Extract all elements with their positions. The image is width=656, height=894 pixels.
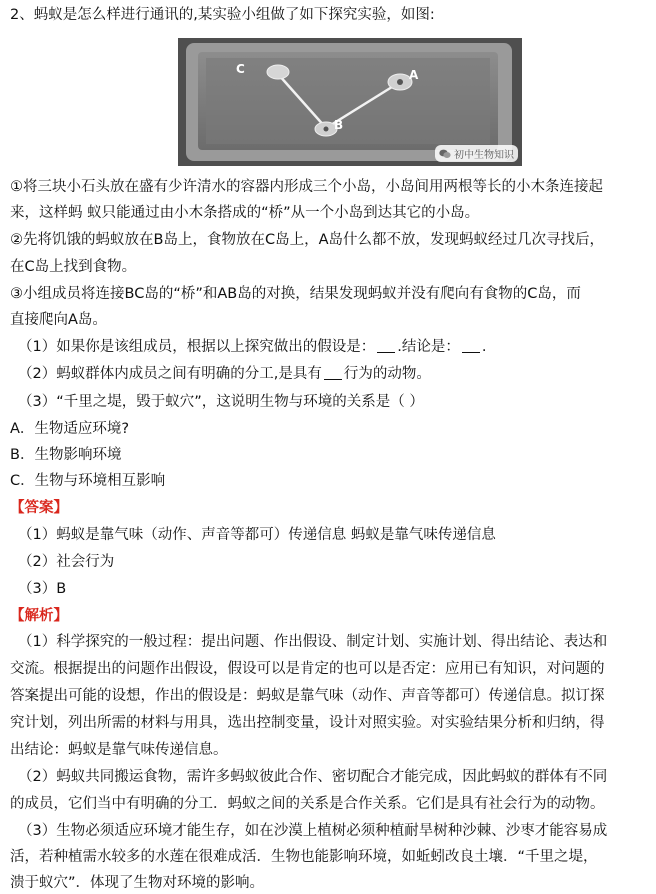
answer-label: 【答案】 — [10, 500, 68, 516]
step-line-3: ②先将饥饿的蚂蚁放在B岛上，食物放在C岛上，A岛什么都不放，发现蚂蚁经过几次寻找后， — [10, 232, 604, 248]
question-3: （3）“千里之堤，毁于蚁穴”，这说明生物与环境的关系是（ ） — [18, 394, 424, 410]
analysis-line-1: （1）科学探究的一般过程：提出问题、作出假设、制定计划、实施计划、得出结论、表达和 — [18, 634, 608, 650]
question-1 — [18, 336, 486, 358]
question-2-text-b: 行为的动物。 — [343, 366, 431, 382]
watermark-text: 初中生物知识 — [454, 150, 514, 161]
step-line-2: 来，这样蚂 蚁只能通过由小木条搭成的“桥”从一个小岛到达其它的小岛。 — [10, 205, 480, 221]
step-line-1: ①将三块小石头放在盛有少许清水的容器内形成三个小岛，小岛间用两根等长的小木条连接起 — [10, 179, 603, 195]
analysis-line-10: 溃于蚁穴”．体现了生物对环境的影响。 — [10, 875, 265, 891]
step-line-5: ③小组成员将连接BC岛的“桥”和AB岛的对换，结果发现蚂蚁并没有爬向有食物的C岛，而 — [10, 286, 581, 302]
wechat-icon — [439, 149, 451, 159]
analysis-line-7: 的成员，它们当中有明确的分工．蚂蚁之间的关系是合作关系。它们是具有社会行为的动物。 — [10, 796, 605, 812]
option-a: A．生物适应环境? — [10, 421, 130, 437]
answer-line-1: （1）蚂蚁是靠气味（动作、声音等都可）传递信息 蚂蚁是靠气味传递信息 — [18, 527, 496, 543]
answer-blank — [377, 338, 395, 353]
question-1-text-c: . — [481, 339, 487, 355]
analysis-line-9: 活，若种植需水较多的水莲在很难成活．生物也能影响环境，如蚯蚓改良土壤．“千里之堤， — [10, 849, 598, 865]
experiment-photo — [178, 38, 522, 166]
step-line-4: 在C岛上找到食物。 — [10, 259, 137, 275]
analysis-line-6: （2）蚂蚁共同搬运食物，需许多蚂蚁彼此合作、密切配合才能完成，因此蚂蚁的群体有不同 — [18, 769, 608, 785]
analysis-line-3: 答案提出可能的设想，作出的假设是：蚂蚁是靠气味（动作、声音等都可）传递信息。拟订探 — [10, 688, 605, 704]
answer-blank — [324, 365, 342, 380]
question-1-text-b: .结论是： — [397, 339, 460, 355]
answer-blank — [462, 338, 480, 353]
analysis-label: 【解析】 — [10, 608, 68, 624]
watermark — [435, 145, 518, 162]
island-a-label: A — [409, 68, 419, 82]
question-title: 2、蚂蚁是怎么样进行通讯的,某实验小组做了如下探究实验，如图: — [10, 7, 435, 23]
answer-line-2: （2）社会行为 — [18, 554, 115, 570]
analysis-line-5: 出结论：蚂蚁是靠气味传递信息。 — [10, 742, 228, 758]
island-b-label: B — [334, 118, 344, 132]
analysis-line-2: 交流。根据提出的问题作出假设，假设可以是肯定的也可以是否定：应用已有知识，对问题的 — [10, 661, 605, 677]
island-c-label: C — [236, 62, 245, 76]
question-1-text-a: （1）如果你是该组成员，根据以上探究做出的假设是： — [18, 339, 376, 355]
option-c: C．生物与环境相互影响 — [10, 473, 166, 489]
question-2 — [18, 363, 431, 385]
option-b: B．生物影响环境 — [10, 447, 122, 463]
step-line-6: 直接爬向A岛。 — [10, 312, 107, 328]
answer-line-3: （3）B — [18, 581, 67, 597]
question-2-text-a: （2）蚂蚁群体内成员之间有明确的分工,是具有 — [18, 366, 322, 382]
analysis-line-4: 究计划，列出所需的材料与用具，选出控制变量，设计对照实验。对实验结果分析和归纳，得 — [10, 715, 605, 731]
analysis-line-8: （3）生物必须适应环境才能生存，如在沙漠上植树必须种植耐旱树种沙棘、沙枣才能容易成 — [18, 823, 608, 839]
